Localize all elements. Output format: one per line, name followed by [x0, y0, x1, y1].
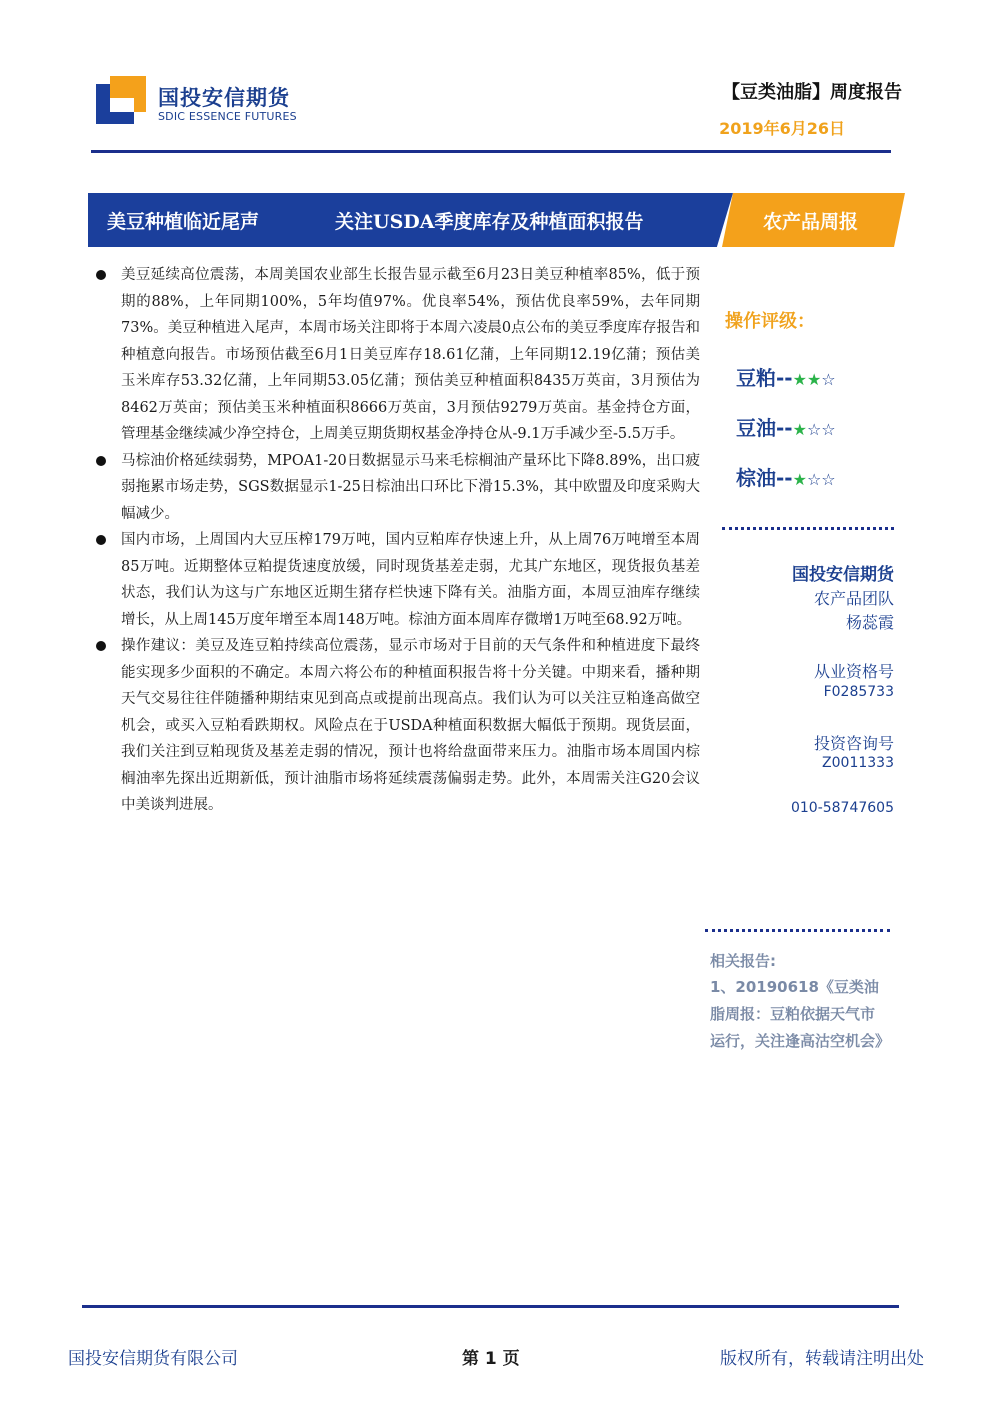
summary-bullets [94, 262, 700, 819]
logo-text-cn: 国投安信期货 [158, 86, 290, 110]
rating-label: 豆粕-- [736, 366, 793, 390]
banner-title: 美豆种植临近尾声 [107, 211, 260, 233]
report-date: 2019年6月26日 [719, 119, 845, 138]
star-empty-icon: ☆☆ [806, 420, 836, 439]
star-filled-icon: ★★ [792, 370, 822, 389]
cert-label: 从业资格号 [813, 662, 894, 681]
report-type: 【豆类油脂】周度报告 [722, 82, 902, 103]
company-logo [96, 72, 306, 132]
bullet-dot-icon [96, 456, 106, 466]
sidebar-divider [722, 527, 894, 530]
bullet-item [94, 633, 700, 819]
star-empty-icon: ☆☆ [806, 470, 836, 489]
bullet-text: 美豆延续高位震荡，本周美国农业部生长报告显示截至6月23日美豆种植率85%，低于预期的88%，上年同期100%，5年均值97%。优良率54%，预估优良率59%，去年同期73%。美豆种植进入尾声，本周市场关注即将于本周六凌晨0点公布的美豆季度库存报告和种植意向报告。市场预估截至6月1日美豆库存18.61亿蒲，上年同期12.19亿蒲；预估美玉米库存53.32亿蒲，上年同期53.05亿蒲；预估美豆种植面积8435万英亩，3月预估为8462万英亩；预估美玉米种植面积8666万英亩，3月预估9279万英亩。基金持仓方面，管理基金继续减少净空持仓，上周美豆期货期权基金净持仓从-9.1万手减少至-5.5万手。 [121, 267, 700, 442]
bullet-dot-icon [96, 641, 106, 651]
rating-soyoil [736, 412, 836, 441]
footer-company: 国投安信期货有限公司 [68, 1349, 238, 1369]
bullet-text: 国内市场，上周国内大豆压榨179万吨，国内豆粕库存快速上升，从上周76万吨增至本周85万吨。近期整体豆粕提货速度放缓，同时现货基差走弱，尤其广东地区，现货报负基差状态，我们认为这与广东地区近期生猪存栏快速下降有关。油脂方面，本周豆油库存继续增长，从上周145万度年增至本周148万吨。棕油方面本周库存微增1万吨至68.92万吨。 [121, 532, 700, 628]
bullet-dot-icon [96, 535, 106, 545]
analyst-team: 农产品团队 [813, 589, 894, 608]
rating-label: 豆油-- [736, 416, 793, 440]
related-report-item[interactable]: 1、20190618《豆类油脂周报：豆粕依据天气市运行，关注逢高沽空机会》 [710, 978, 891, 1050]
footer-copyright: 版权所有，转载请注明出处 [720, 1349, 924, 1369]
rating-soymeal [736, 362, 836, 391]
bullet-item [94, 448, 700, 528]
bullet-text: 马棕油价格延续弱势，MPOA1-20日数据显示马来毛棕榈油产量环比下降8.89%，出口疲弱拖累市场走势，SGS数据显示1-25日棕油出口环比下滑15.3%，其中欧盟及印度采购大幅减少。 [121, 452, 700, 522]
bullet-text: 操作建议：美豆及连豆粕持续高位震荡，显示市场对于目前的天气条件和种植进度下最终能实现多少面积的不确定。本周六将公布的种植面积报告将十分关键。中期来看，播种期天气交易往往伴随播种期结束见到高点或提前出现高点。我们认为可以关注豆粕逢高做空机会，或买入豆粕看跌期权。风险点在于USDA种植面积数据大幅低于预期。现货层面，我们关注到豆粕现货及基差走弱的情况，预计也将给盘面带来压力。油脂市场本周国内棕榈油率先探出近期新低，预计油脂市场将延续震荡偏弱走势。此外，本周需关注G20会议中美谈判进展。 [121, 638, 700, 813]
category-tag-label: 农产品周报 [763, 211, 859, 233]
banner-subtitle: 关注USDA季度库存及种植面积报告 [335, 211, 644, 233]
rating-palmoil [736, 462, 836, 491]
rating-label: 棕油-- [736, 466, 793, 490]
header-divider [91, 150, 891, 153]
bullet-dot-icon [96, 270, 106, 280]
logo-text-en: SDIC ESSENCE FUTURES [158, 110, 297, 123]
consult-number: Z0011333 [822, 755, 894, 771]
analyst-company: 国投安信期货 [792, 565, 894, 585]
consult-label: 投资咨询号 [813, 734, 894, 753]
bullet-item [94, 527, 700, 633]
star-filled-icon: ★ [792, 420, 807, 439]
star-filled-icon: ★ [792, 470, 807, 489]
page-number: 第 1 页 [462, 1349, 520, 1369]
analyst-name: 杨蕊霞 [845, 613, 894, 632]
logo-mark-icon [96, 76, 146, 126]
bullet-item [94, 262, 700, 448]
footer-divider [82, 1305, 899, 1308]
contact-phone: 010-58747605 [790, 800, 894, 816]
cert-number: F0285733 [823, 684, 894, 700]
star-empty-icon: ☆ [821, 370, 836, 389]
rating-heading: 操作评级： [725, 311, 815, 332]
related-reports-heading: 相关报告: [710, 952, 776, 970]
sidebar-divider [705, 929, 890, 932]
